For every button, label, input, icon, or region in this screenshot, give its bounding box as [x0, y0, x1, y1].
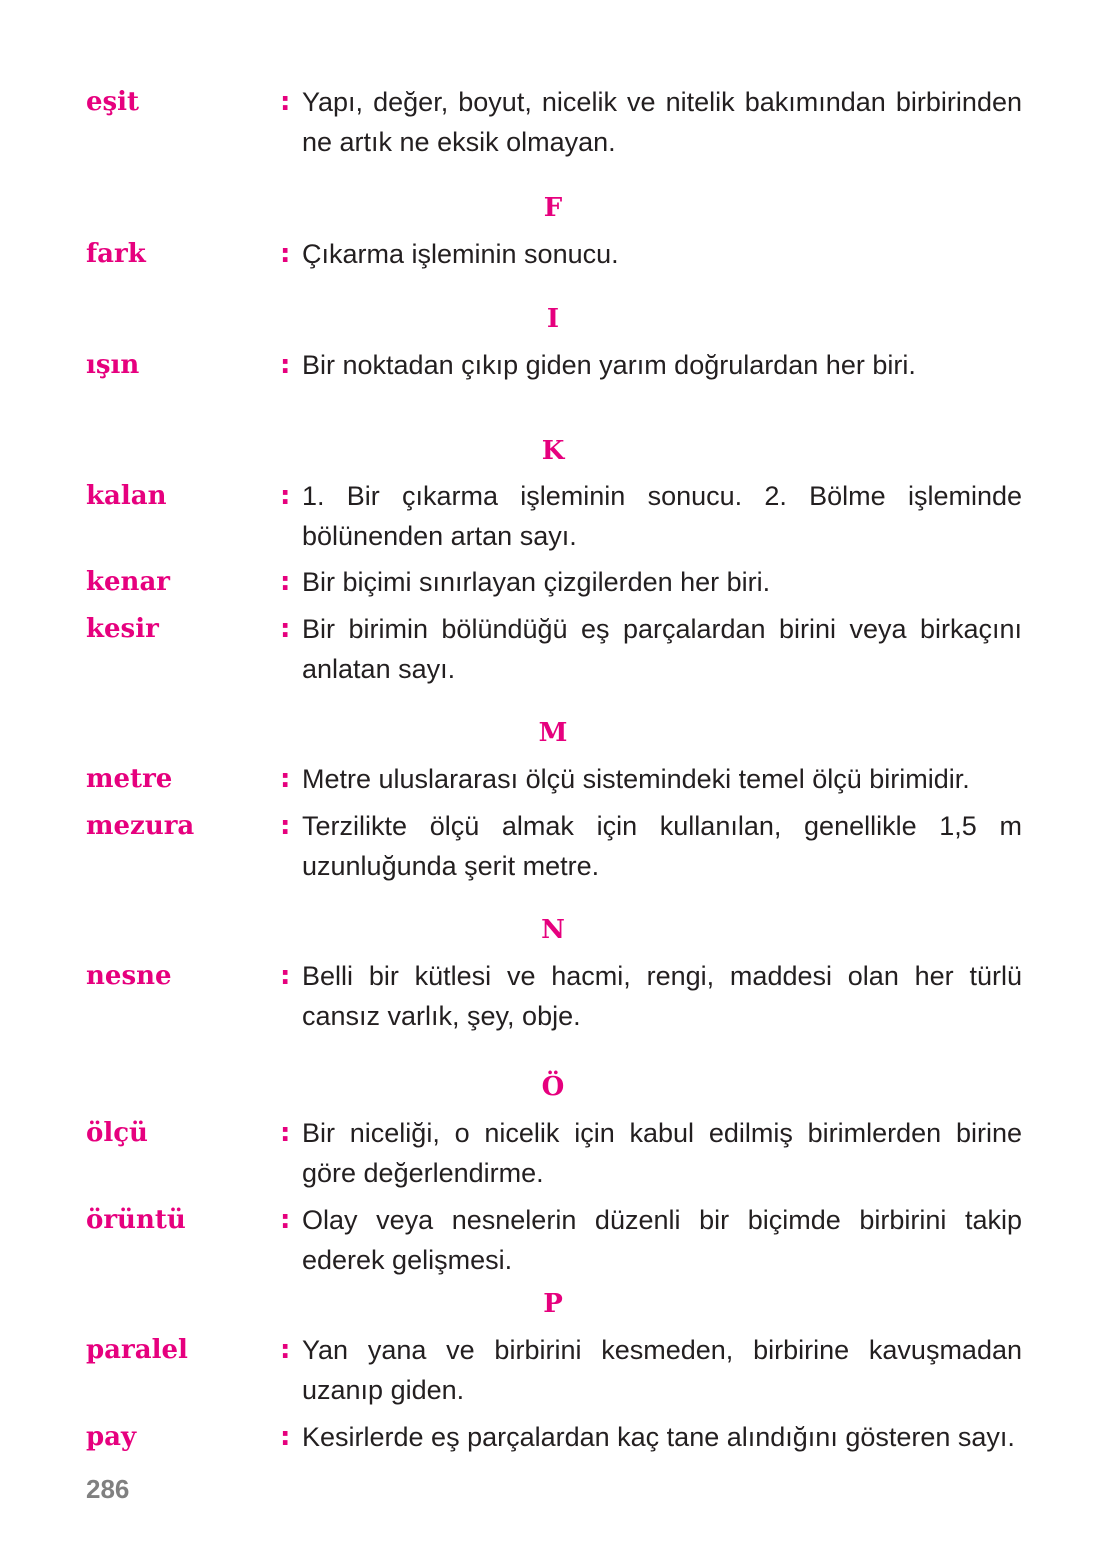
- definition: Yan yana ve birbirini kesmeden, birbirine kavuşmadan uzanıp giden.: [302, 1335, 1022, 1405]
- separator: :: [280, 764, 291, 794]
- term: nesne: [86, 961, 172, 991]
- separator: :: [280, 1118, 291, 1148]
- definition: Metre uluslararası ölçü sistemindeki temel ölçü birimidir.: [302, 764, 970, 794]
- section-letter-n: N: [541, 915, 565, 945]
- definition: Bir birimin bölündüğü eş parçalardan birini veya birkaçını anlatan sayı.: [302, 614, 1022, 684]
- page-number: 286: [86, 1474, 130, 1504]
- term: ışın: [86, 350, 140, 380]
- term: kenar: [86, 567, 171, 597]
- separator: :: [280, 1205, 291, 1235]
- separator: :: [280, 1422, 291, 1452]
- term: paralel: [86, 1335, 188, 1365]
- separator: :: [280, 811, 291, 841]
- term: eşit: [86, 87, 140, 117]
- section-letter-o-umlaut: Ö: [541, 1072, 565, 1102]
- section-letter-m: M: [538, 718, 568, 748]
- definition: Bir niceliği, o nicelik için kabul edilmiş birimlerden birine göre değerlendirme.: [302, 1118, 1022, 1188]
- section-letter-p: P: [543, 1289, 563, 1319]
- definition: Terzilikte ölçü almak için kullanılan, genellikle 1,5 m uzunluğunda şerit metre.: [302, 811, 1022, 881]
- section-letter-i: I: [546, 304, 560, 334]
- term: fark: [86, 239, 146, 269]
- term: kesir: [86, 614, 159, 644]
- separator: :: [280, 1335, 291, 1365]
- definition: Çıkarma işleminin sonucu.: [302, 239, 619, 269]
- term: kalan: [86, 481, 167, 511]
- separator: :: [280, 481, 291, 511]
- separator: :: [280, 614, 291, 644]
- separator: :: [280, 350, 291, 380]
- section-letter-f: F: [543, 193, 563, 223]
- definition: Bir biçimi sınırlayan çizgilerden her biri.: [302, 567, 771, 597]
- definition: 1. Bir çıkarma işleminin sonucu. 2. Bölme işleminde bölünenden artan sayı.: [302, 481, 1022, 551]
- separator: :: [280, 961, 291, 991]
- separator: :: [280, 239, 291, 269]
- definition: Olay veya nesnelerin düzenli bir biçimde birbirini takip ederek gelişmesi.: [302, 1205, 1022, 1275]
- term: mezura: [86, 811, 195, 841]
- term: ölçü: [86, 1118, 148, 1148]
- term: metre: [86, 764, 173, 794]
- term: örüntü: [86, 1205, 186, 1235]
- separator: :: [280, 87, 291, 117]
- section-letter-k: K: [541, 436, 565, 466]
- definition: Kesirlerde eş parçalardan kaç tane alındığını gösteren sayı.: [302, 1422, 1015, 1452]
- term: pay: [86, 1422, 137, 1452]
- definition: Yapı, değer, boyut, nicelik ve nitelik bakımından birbirinden ne artık ne eksik olmayan.: [302, 87, 1022, 157]
- separator: :: [280, 567, 291, 597]
- definition: Belli bir kütlesi ve hacmi, rengi, maddesi olan her türlü cansız varlık, şey, obje.: [302, 961, 1022, 1031]
- definition: Bir noktadan çıkıp giden yarım doğrulardan her biri.: [302, 350, 916, 380]
